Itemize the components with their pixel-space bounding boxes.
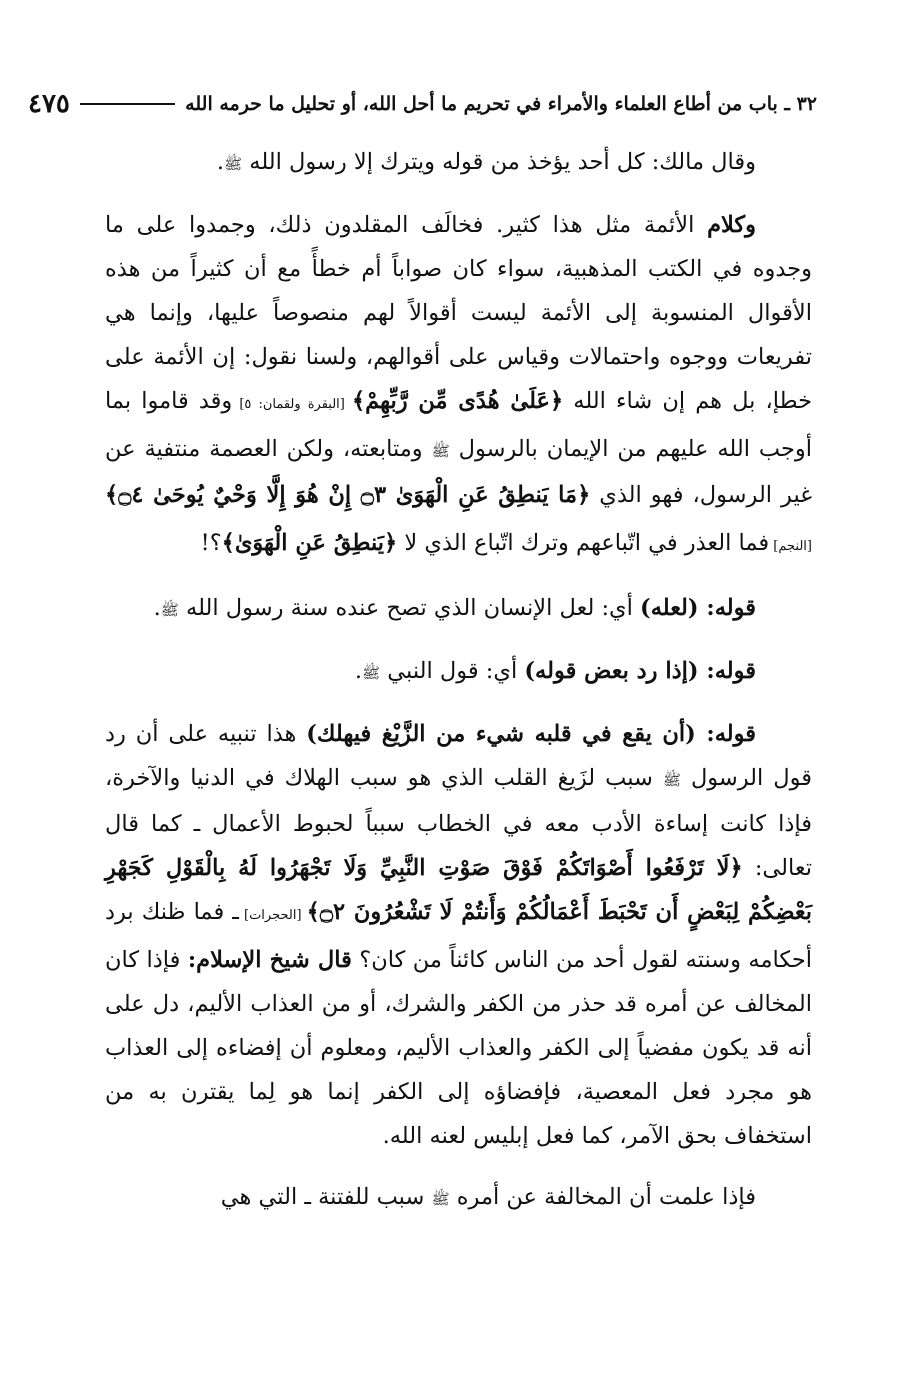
salutation-glyph: ﷺ bbox=[431, 442, 450, 460]
shaykh-al-islam-label: قال شيخ الإسلام: bbox=[187, 947, 352, 973]
paragraph-lead: وكلام bbox=[707, 212, 756, 238]
salutation-glyph: ﷺ bbox=[662, 771, 681, 789]
paragraph-malik-quote: وقال مالك: كل أحد يؤخذ من قوله ويترك إلا رسول الله ﷺ. bbox=[216, 149, 756, 175]
paragraph-laallahu: قوله: (لعله) أي: لعل الإنسان الذي تصح عنده سنة رسول الله ﷺ. bbox=[153, 595, 756, 621]
paragraph-lead: قوله: (أن يقع في قلبه شيء من الزَّيْغ فيهلك) bbox=[306, 721, 756, 747]
paragraph-imams bbox=[105, 203, 812, 569]
paragraph-text: سبب للفتنة ـ التي هي bbox=[220, 1184, 432, 1210]
running-header bbox=[28, 84, 817, 124]
salutation-glyph: ﷺ bbox=[160, 601, 179, 619]
salutation-glyph: ﷺ bbox=[431, 1190, 450, 1208]
paragraph-text: هذا تنبيه على أن رد قول الرسول bbox=[105, 721, 812, 791]
paragraph-zaygh bbox=[105, 712, 812, 1158]
quran-verse: ﴿لَا تَرْفَعُوا أَصْوَاتَكُمْ فَوْقَ صَوْتِ النَّبِيِّ وَلَا تَجْهَرُوا لَهُ بِالْقَوْلِ كَجَهْرِ بَعْضِكُمْ لِبَعْضٍ أَن تَحْبَطَ أَعْمَالُكُمْ وَأَنتُمْ لَا تَشْعُرُونَ ۝٢﴾ bbox=[105, 855, 812, 925]
paragraph-text: أي: قول النبي bbox=[387, 658, 525, 684]
body-text bbox=[105, 140, 812, 1238]
paragraph-text: ـ فما ظنك برد أحكامه وسنته لقول أحد من الناس كائناً من كان؟ bbox=[105, 899, 812, 973]
verse-citation: [الحجرات] bbox=[238, 908, 307, 923]
paragraph-idha-radda: قوله: (إذا رد بعض قوله) أي: قول النبي ﷺ. bbox=[354, 658, 756, 684]
chapter-title: ٣٢ ـ باب من أطاع العلماء والأمراء في تحريم ما أحل الله، أو تحليل ما حرمه الله bbox=[185, 93, 817, 115]
paragraph-text: وقال مالك: كل أحد يؤخذ من قوله ويترك إلا رسول الله bbox=[249, 149, 756, 175]
salutation-glyph: ﷺ bbox=[362, 664, 381, 682]
paragraph-text: فما العذر في اتّباعهم وترك اتّباع الذي لا bbox=[397, 530, 770, 556]
paragraph-text: الأئمة مثل هذا كثير. فخالَف المقلدون ذلك، وجمدوا على ما وجدوه في الكتب المذهبية، سواء كان صواباً أم خطأً مع أن كثيراً من هذه الأقوال المنسوبة إلى الأئمة ليست أقوالاً لهم منصوصاً عليها، وإنما هي تفريعات ووجوه واحتمالات وقياس على أقوالهم، ولسنا نقول: إن الأئمة على خطإ، بل هم إن شاء الله bbox=[105, 212, 812, 414]
salutation-glyph: ﷺ bbox=[223, 155, 243, 173]
paragraph-text: وقد قاموا بما أوجب الله عليهم من الإيمان بالرسول bbox=[105, 388, 812, 462]
quran-verse: ﴿عَلَىٰ هُدًى مِّن رَّبِّهِمْ﴾ bbox=[351, 388, 564, 414]
paragraph-lead: قوله: (إذا رد بعض قوله) bbox=[524, 658, 756, 684]
paragraph-fitnah bbox=[105, 1175, 812, 1221]
paragraph-text: ومتابعته، ولكن العصمة منتفية عن غير الرسول، فهو الذي bbox=[105, 436, 812, 508]
quran-verse: ﴿يَنطِقُ عَنِ الْهَوَىٰ﴾ bbox=[221, 530, 398, 556]
quran-verse: ﴿مَا يَنطِقُ عَنِ الْهَوَىٰ ۝٣ إِنْ هُوَ إِلَّا وَحْيٌ يُوحَىٰ ۝٤﴾ bbox=[105, 482, 591, 508]
paragraph-text: فإذا كان المخالف عن أمره قد حذر من الكفر والشرك، أو من العذاب الأليم، دل على أنه قد يكون مفضياً إلى الكفر والعذاب الأليم، ومعلوم أن إفضاءه إلى العذاب هو مجرد فعل المعصية، فإفضاؤه إلى الكفر إنما هو لِما يقترن به من استخفاف بحق الآمر، كما فعل إبليس لعنه الله. bbox=[105, 947, 812, 1149]
verse-citation: [النجم] bbox=[769, 539, 812, 554]
paragraph-text: أي: لعل الإنسان الذي تصح عنده سنة رسول الله bbox=[186, 595, 641, 621]
paragraph-lead: قوله: (لعله) bbox=[640, 595, 756, 621]
page-number: ٤٧٥ bbox=[28, 89, 70, 119]
header-rule bbox=[80, 103, 175, 105]
paragraph-text: فإذا علمت أن المخالفة عن أمره bbox=[449, 1184, 756, 1210]
paragraph-text: سبب لزَيغ القلب الذي هو سبب الهلاك في الدنيا والآخرة، فإذا كانت إساءة الأدب معه في الخطاب سبباً لحبوط الأعمال ـ كما قال تعالى: bbox=[105, 765, 812, 881]
paragraph-text: ؟! bbox=[200, 530, 222, 556]
verse-citation: [البقرة ولقمان: ٥] bbox=[232, 397, 352, 412]
